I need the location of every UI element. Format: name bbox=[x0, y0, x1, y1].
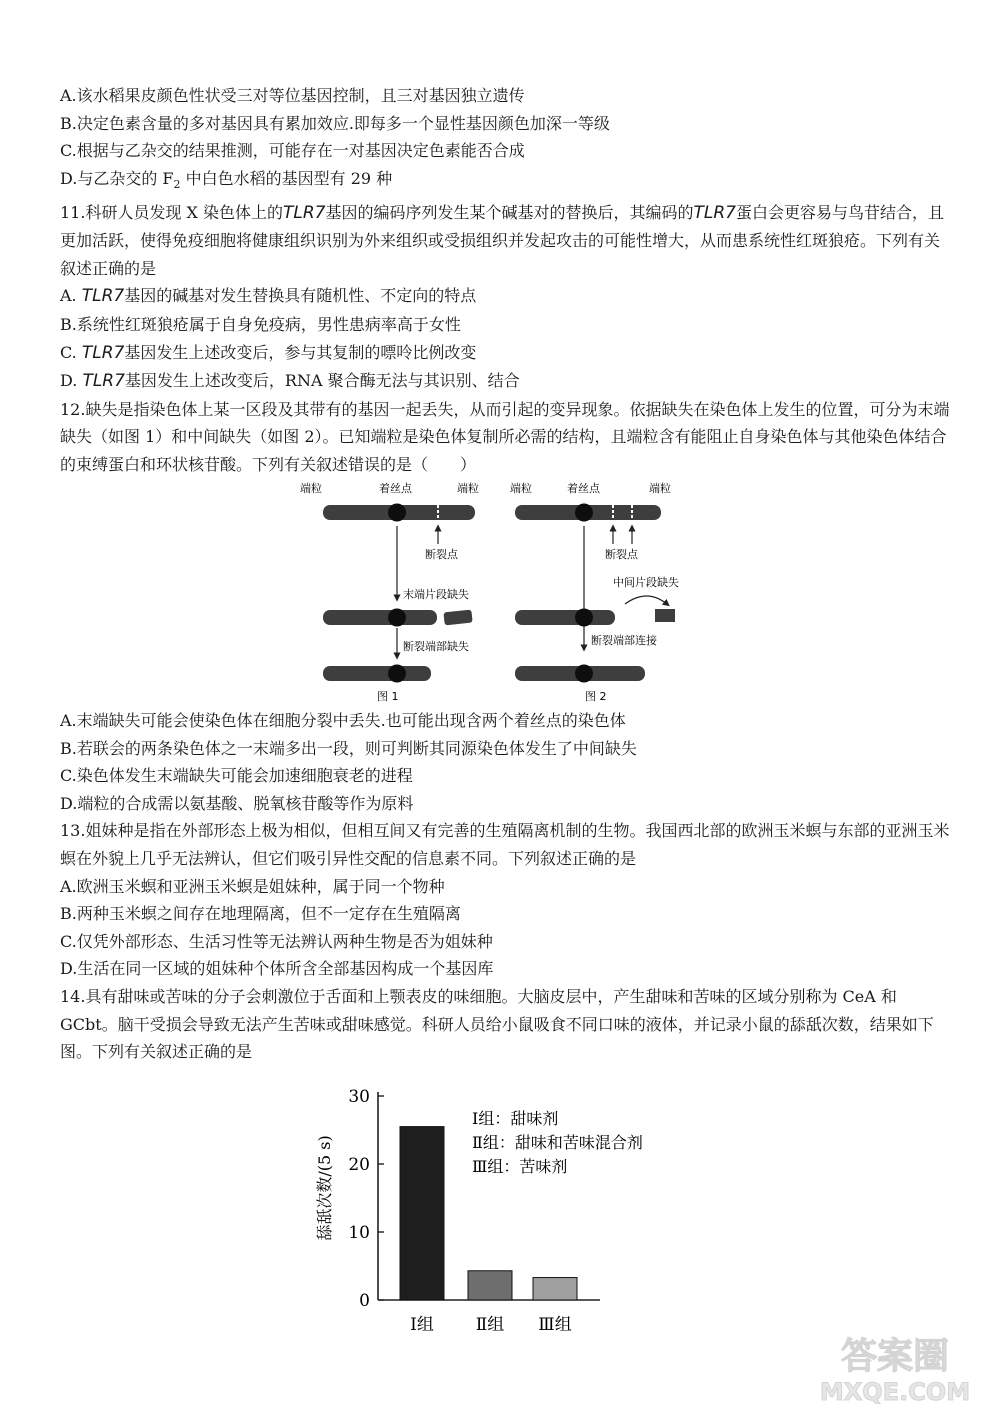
q12-option-b: B.若联会的两条染色体之一末端多出一段，则可判断其同源染色体发生了中间缺失 bbox=[60, 738, 637, 758]
q11-stem: 11.科研人员发现 X 染色体上的TLR7基因的编码序列发生某个碱基对的替换后，其编码的TLR7蛋白会更容易与鸟苷结合，且更加活跃，使得免疫细胞将健康组织识别为外来组织或受损组织并发起攻击的可能性增大，从而患系统性红斑狼疮。下列有关叙述正确的是 bbox=[60, 202, 945, 278]
x-category-label: Ⅱ组 bbox=[475, 1315, 505, 1335]
end-join-label: 断裂端部连接 bbox=[591, 634, 657, 647]
q12-option-d: D.端粒的合成需以氨基酸、脱氧核苷酸等作为原料 bbox=[60, 793, 414, 813]
watermark bbox=[800, 1328, 990, 1408]
q13-option-a: A.欧洲玉米螟和亚洲玉米螟是姐妹种，属于同一个物种 bbox=[60, 876, 445, 896]
y-tick-label: 10 bbox=[348, 1223, 370, 1243]
centromere bbox=[575, 609, 593, 627]
end-loss-label: 断裂端部缺失 bbox=[403, 640, 469, 653]
y-axis-label: 舔舐次数/(5 s) bbox=[315, 1135, 334, 1241]
breakpoint-label: 断裂点 bbox=[425, 548, 458, 561]
exam-page-continued bbox=[60, 707, 950, 1066]
q10-option-b: B.决定色素含量的多对基因具有累加效应.即每多一个显性基因颜色加深一等级 bbox=[60, 113, 610, 133]
centromere bbox=[575, 665, 593, 683]
telomere-label: 端粒 bbox=[300, 482, 322, 495]
y-tick-label: 30 bbox=[348, 1087, 370, 1107]
q13-option-b: B.两种玉米螟之间存在地理隔离，但不一定存在生殖隔离 bbox=[60, 904, 461, 924]
q11-option-b: B.系统性红斑狼疮属于自身免疫病，男性患病率高于女性 bbox=[60, 314, 461, 334]
centromere bbox=[575, 504, 593, 522]
y-tick-label: 0 bbox=[359, 1291, 370, 1311]
q12-stem: 12.缺失是指染色体上某一区段及其带有的基因一起丢失，从而引起的变异现象。依据缺失在染色体上发生的位置，可分为末端缺失（如图 1）和中间缺失（如图 2）。已知端粒是染色体复制所必需的结构，且端粒含有能阻止自身染色体与其他染色体结合的束缚蛋白和环状核苷酸。下列有关叙述错误的是（ ） bbox=[60, 399, 950, 474]
centromere bbox=[388, 665, 406, 683]
lost-fragment bbox=[443, 610, 472, 626]
q11-option-a: A. TLR7基因的碱基对发生替换具有随机性、不定向的特点 bbox=[60, 286, 477, 307]
removal-arrow bbox=[625, 596, 667, 604]
centromere bbox=[388, 609, 406, 627]
q13-option-c: C.仅凭外部形态、生活习性等无法辨认两种生物是否为姐妹种 bbox=[60, 931, 493, 951]
centromere bbox=[388, 504, 406, 522]
removed-fragment bbox=[655, 609, 675, 622]
bar-3 bbox=[533, 1278, 577, 1300]
q11-option-d: D. TLR7基因发生上述改变后，RNA 聚合酶无法与其识别、结合 bbox=[60, 371, 520, 392]
q10-option-d: D.与乙杂交的 $F_2$ 中白色水稻的基因型有 29 种 bbox=[60, 168, 393, 191]
telomere-label: 端粒 bbox=[649, 482, 671, 495]
legend-entry: Ⅲ组：苦味剂 bbox=[472, 1157, 568, 1176]
centromere-label: 着丝点 bbox=[379, 482, 412, 495]
figure-1 bbox=[300, 481, 479, 703]
chromosome bbox=[323, 666, 431, 681]
x-category-label: Ⅰ组 bbox=[410, 1315, 434, 1335]
q12-option-c: C.染色体发生末端缺失可能会加速细胞衰老的进程 bbox=[60, 766, 413, 786]
telomere-label: 端粒 bbox=[457, 482, 479, 495]
licking-bar-chart bbox=[310, 1078, 710, 1338]
bar-2 bbox=[468, 1271, 512, 1300]
figure-2-caption: 图 2 bbox=[585, 690, 607, 703]
bar-1 bbox=[400, 1127, 444, 1300]
terminal-loss-label: 末端片段缺失 bbox=[403, 588, 469, 601]
q10-option-c: C.根据与乙杂交的结果推测，可能存在一对基因决定色素能否合成 bbox=[60, 141, 525, 161]
chromosome-deletion-figure bbox=[295, 478, 695, 706]
q12-option-a: A.末端缺失可能会使染色体在细胞分裂中丢失.也可能出现含两个着丝点的染色体 bbox=[60, 711, 626, 730]
figure-2 bbox=[510, 481, 679, 703]
x-category-label: Ⅲ组 bbox=[538, 1315, 572, 1335]
q11-option-c: C. TLR7基因发生上述改变后，参与其复制的嘌呤比例改变 bbox=[60, 342, 477, 363]
q13-stem: 13.姐妹种是指在外部形态上极为相似，但相互间又有完善的生殖隔离机制的生物。我国西北部的欧洲玉米螟与东部的亚洲玉米螟在外貌上几乎无法辨认，但它们吸引异性交配的信息素不同。下列叙述正确的是 bbox=[60, 821, 950, 868]
watermark-logo-text: 答案圈 bbox=[840, 1336, 950, 1377]
y-tick-label: 20 bbox=[348, 1155, 370, 1175]
telomere-label: 端粒 bbox=[510, 482, 532, 495]
middle-loss-label: 中间片段缺失 bbox=[613, 576, 679, 589]
legend-entry: Ⅱ组：甜味和苦味混合剂 bbox=[472, 1133, 643, 1152]
q13-option-d: D.生活在同一区域的姐妹种个体所含全部基因构成一个基因库 bbox=[60, 959, 494, 979]
chromosome-left-part bbox=[515, 610, 615, 625]
exam-page bbox=[60, 82, 950, 479]
watermark-url: MXQE.COM bbox=[819, 1378, 971, 1406]
q14-stem: 14.具有甜味或苦味的分子会刺激位于舌面和上颚表皮的味细胞。大脑皮层中，产生甜味和苦味的区域分别称为 CeA 和 GCbt。脑干受损会导致无法产生苦味或甜味感觉。科研人员给小鼠吸食不同口味的液体，并记录小鼠的舔舐次数，结果如下图。下列有关叙述正确的是 bbox=[60, 986, 934, 1062]
chromosome bbox=[323, 610, 437, 625]
legend-entry: Ⅰ组：甜味剂 bbox=[472, 1109, 559, 1128]
breakpoint-label: 断裂点 bbox=[605, 548, 638, 561]
centromere-label: 着丝点 bbox=[567, 482, 600, 495]
figure-1-caption: 图 1 bbox=[377, 690, 399, 703]
q10-option-a: A.该水稻果皮颜色性状受三对等位基因控制，且三对基因独立遗传 bbox=[60, 86, 525, 105]
